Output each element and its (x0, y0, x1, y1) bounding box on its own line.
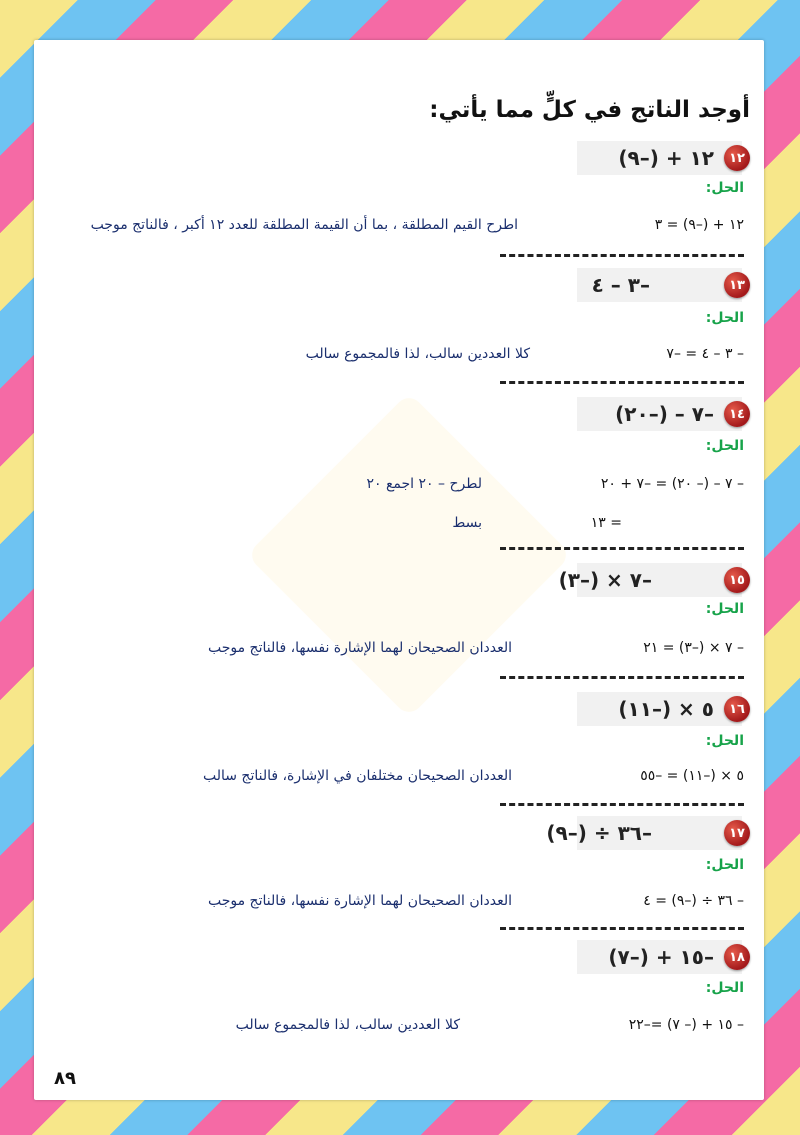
dashed-separator (500, 803, 744, 806)
solution-note: العددان الصحيحان مختلفان في الإشارة، فالناتج سالب (202, 768, 512, 784)
page-title: أوجد الناتج في كلٍّ مما يأتي: (429, 97, 750, 123)
problem-expression: –٣ – ٤ (591, 273, 650, 297)
solution-work: ١٢ + (–٩) = ٣ (654, 217, 744, 233)
solution-label: الحل: (705, 438, 744, 454)
problem-number-badge: ١٥ (724, 567, 750, 593)
problem-number-badge: ١٧ (724, 820, 750, 846)
solution-work: – ٣ – ٤ = –٧ (666, 346, 744, 362)
solution-note: كلا العددين سالب، لذا فالمجموع سالب (235, 1017, 460, 1033)
problem-number-badge: ١٤ (724, 401, 750, 427)
solution-label: الحل: (705, 310, 744, 326)
dashed-separator (500, 254, 744, 257)
solution-work: – ٧ – (– ٢٠) = –٧ + ٢٠ (600, 476, 744, 492)
problem-expression: –٣٦ ÷ (–٩) (546, 821, 652, 845)
problem-expression: ٥ × (–١١) (618, 697, 714, 721)
solution-label: الحل: (705, 180, 744, 196)
solution-work: – ٧ × (–٣) = ٢١ (643, 640, 744, 656)
solution-note: اطرح القيم المطلقة ، بما أن القيمة المطلقة للعدد ١٢ أكبر ، فالناتج موجب (90, 217, 518, 233)
dashed-separator (500, 927, 744, 930)
dashed-separator (500, 547, 744, 550)
problem-expression: –١٥ + (–٧) (608, 945, 714, 969)
solution-work: = ١٣ (590, 515, 622, 531)
page-number: ٨٩ (54, 1068, 76, 1089)
solution-note: بسط (452, 515, 482, 531)
problem-expression: –٧ × (–٣) (558, 568, 652, 592)
solution-label: الحل: (705, 857, 744, 873)
solution-note: العددان الصحيحان لهما الإشارة نفسها، فالناتج موجب (207, 640, 512, 656)
problem-expression: –٧ – (–٢٠) (615, 402, 714, 426)
solution-note: كلا العددين سالب، لذا فالمجموع سالب (305, 346, 530, 362)
dashed-separator (500, 676, 744, 679)
solution-label: الحل: (705, 601, 744, 617)
solution-note: العددان الصحيحان لهما الإشارة نفسها، فالناتج موجب (207, 893, 512, 909)
solution-note: لطرح – ٢٠ اجمع ٢٠ (366, 476, 482, 492)
solution-work: – ٣٦ ÷ (–٩) = ٤ (643, 893, 744, 909)
dashed-separator (500, 381, 744, 384)
problem-number-badge: ١٦ (724, 696, 750, 722)
problem-number-badge: ١٣ (724, 272, 750, 298)
solution-work: – ١٥ + (– ٧) =–٢٢ (628, 1017, 744, 1033)
solution-label: الحل: (705, 980, 744, 996)
problem-number-badge: ١٢ (724, 145, 750, 171)
problem-expression: ١٢ + (–٩) (618, 146, 714, 170)
solution-label: الحل: (705, 733, 744, 749)
solution-work: ٥ × (–١١) = –٥٥ (640, 768, 744, 784)
background-watermark (246, 392, 571, 717)
problem-number-badge: ١٨ (724, 944, 750, 970)
